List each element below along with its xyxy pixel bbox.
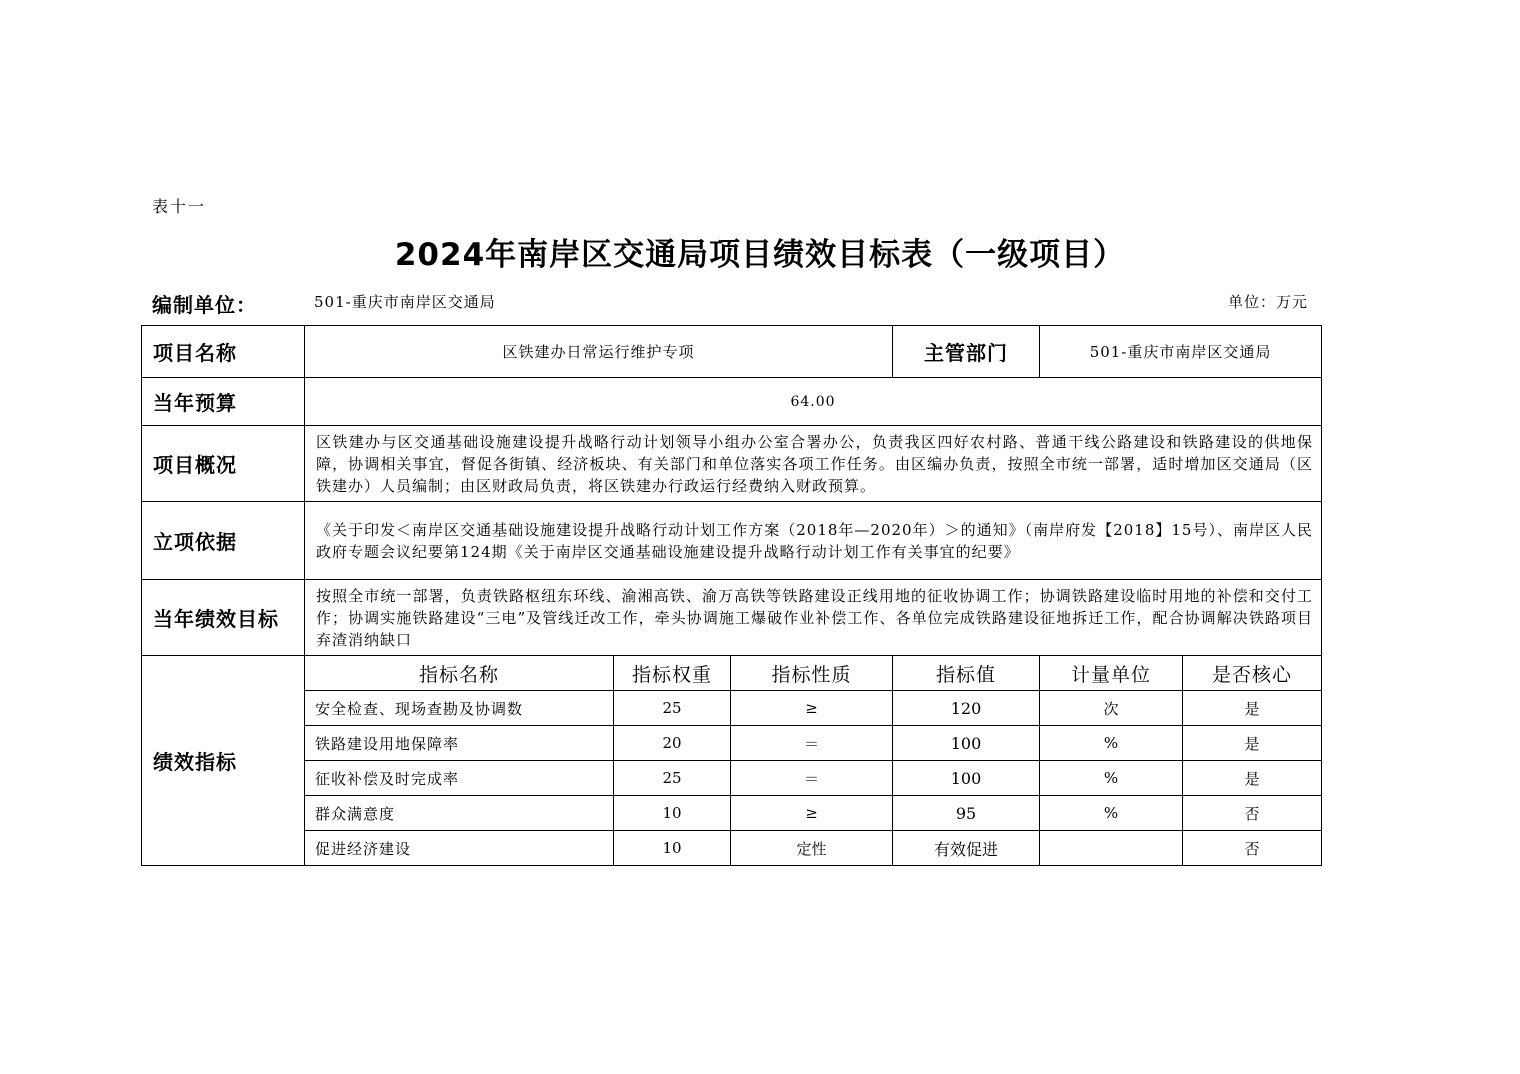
indicator-unit: % <box>1040 726 1183 761</box>
indicator-value: 95 <box>893 796 1040 831</box>
indicator-nature: ＝ <box>731 726 893 761</box>
indicator-row <box>142 691 1322 726</box>
indicator-nature: ≥ <box>731 691 893 726</box>
budget-row <box>142 378 1322 426</box>
performance-table <box>141 325 1322 866</box>
goal-row <box>142 580 1322 656</box>
indicator-unit: 次 <box>1040 691 1183 726</box>
header-indicator-nature: 指标性质 <box>731 656 893 691</box>
indicator-unit: % <box>1040 761 1183 796</box>
header-indicator-value: 指标值 <box>893 656 1040 691</box>
header-indicator-unit: 计量单位 <box>1040 656 1183 691</box>
basis-label: 立项依据 <box>142 502 305 580</box>
indicator-unit: % <box>1040 796 1183 831</box>
budget-label: 当年预算 <box>142 378 305 426</box>
header-indicator-name: 指标名称 <box>305 656 614 691</box>
indicator-nature: 定性 <box>731 831 893 866</box>
goal-value: 按照全市统一部署，负责铁路枢纽东环线、渝湘高铁、渝万高铁等铁路建设正线用地的征收协调工作；协调铁路建设临时用地的补偿和交付工作；协调实施铁路建设“三电”及管线迁改工作，牵头协调施工爆破作业补偿工作、各单位完成铁路建设征地拆迁工作，配合协调解决铁路项目弃渣消纳缺口 <box>305 580 1322 656</box>
department-value: 501-重庆市南岸区交通局 <box>1040 326 1322 378</box>
goal-label: 当年绩效目标 <box>142 580 305 656</box>
indicator-name: 群众满意度 <box>305 796 614 831</box>
header-indicator-core: 是否核心 <box>1183 656 1322 691</box>
department-label: 主管部门 <box>893 326 1040 378</box>
unit-label: 单位：万元 <box>1227 293 1308 311</box>
indicator-core: 否 <box>1183 796 1322 831</box>
indicator-row <box>142 796 1322 831</box>
project-name-value: 区铁建办日常运行维护专项 <box>305 326 893 378</box>
header-indicator-weight: 指标权重 <box>614 656 731 691</box>
indicator-header-row <box>142 656 1322 691</box>
indicator-core: 是 <box>1183 691 1322 726</box>
indicator-value: 有效促进 <box>893 831 1040 866</box>
indicator-weight: 25 <box>614 691 731 726</box>
indicator-core: 否 <box>1183 831 1322 866</box>
indicator-name: 安全检查、现场查勘及协调数 <box>305 691 614 726</box>
indicator-weight: 25 <box>614 761 731 796</box>
overview-value: 区铁建办与区交通基础设施建设提升战略行动计划领导小组办公室合署办公，负责我区四好农村路、普通干线公路建设和铁路建设的供地保障，协调相关事宜，督促各街镇、经济板块、有关部门和单位落实各项工作任务。由区编办负责，按照全市统一部署，适时增加区交通局（区铁建办）人员编制；由区财政局负责，将区铁建办行政运行经费纳入财政预算。 <box>305 426 1322 502</box>
indicator-row <box>142 761 1322 796</box>
indicator-nature: ＝ <box>731 761 893 796</box>
basis-value: 《关于印发＜南岸区交通基础设施建设提升战略行动计划工作方案（2018年—2020年）＞的通知》（南岸府发【2018】15号）、南岸区人民政府专题会议纪要第124期《关于南岸区交通基础设施建设提升战略行动计划工作有关事宜的纪要》 <box>305 502 1322 580</box>
indicator-unit <box>1040 831 1183 866</box>
basis-row <box>142 502 1322 580</box>
indicator-weight: 10 <box>614 831 731 866</box>
budget-value: 64.00 <box>305 378 1322 426</box>
org-value: 501-重庆市南岸区交通局 <box>314 293 496 311</box>
indicator-core: 是 <box>1183 726 1322 761</box>
indicator-name: 促进经济建设 <box>305 831 614 866</box>
project-name-label: 项目名称 <box>142 326 305 378</box>
indicator-value: 100 <box>893 761 1040 796</box>
indicator-row <box>142 831 1322 866</box>
project-name-row <box>142 326 1322 378</box>
indicator-weight: 10 <box>614 796 731 831</box>
indicator-value: 100 <box>893 726 1040 761</box>
org-label: 编制单位： <box>152 293 257 317</box>
overview-row <box>142 426 1322 502</box>
indicator-core: 是 <box>1183 761 1322 796</box>
indicator-nature: ≥ <box>731 796 893 831</box>
indicator-name: 铁路建设用地保障率 <box>305 726 614 761</box>
indicator-value: 120 <box>893 691 1040 726</box>
indicators-label: 绩效指标 <box>142 656 305 866</box>
indicator-row <box>142 726 1322 761</box>
indicator-name: 征收补偿及时完成率 <box>305 761 614 796</box>
indicator-weight: 20 <box>614 726 731 761</box>
overview-label: 项目概况 <box>142 426 305 502</box>
table-number: 表十一 <box>152 197 207 216</box>
page-title: 2024年南岸区交通局项目绩效目标表（一级项目） <box>394 237 1126 273</box>
